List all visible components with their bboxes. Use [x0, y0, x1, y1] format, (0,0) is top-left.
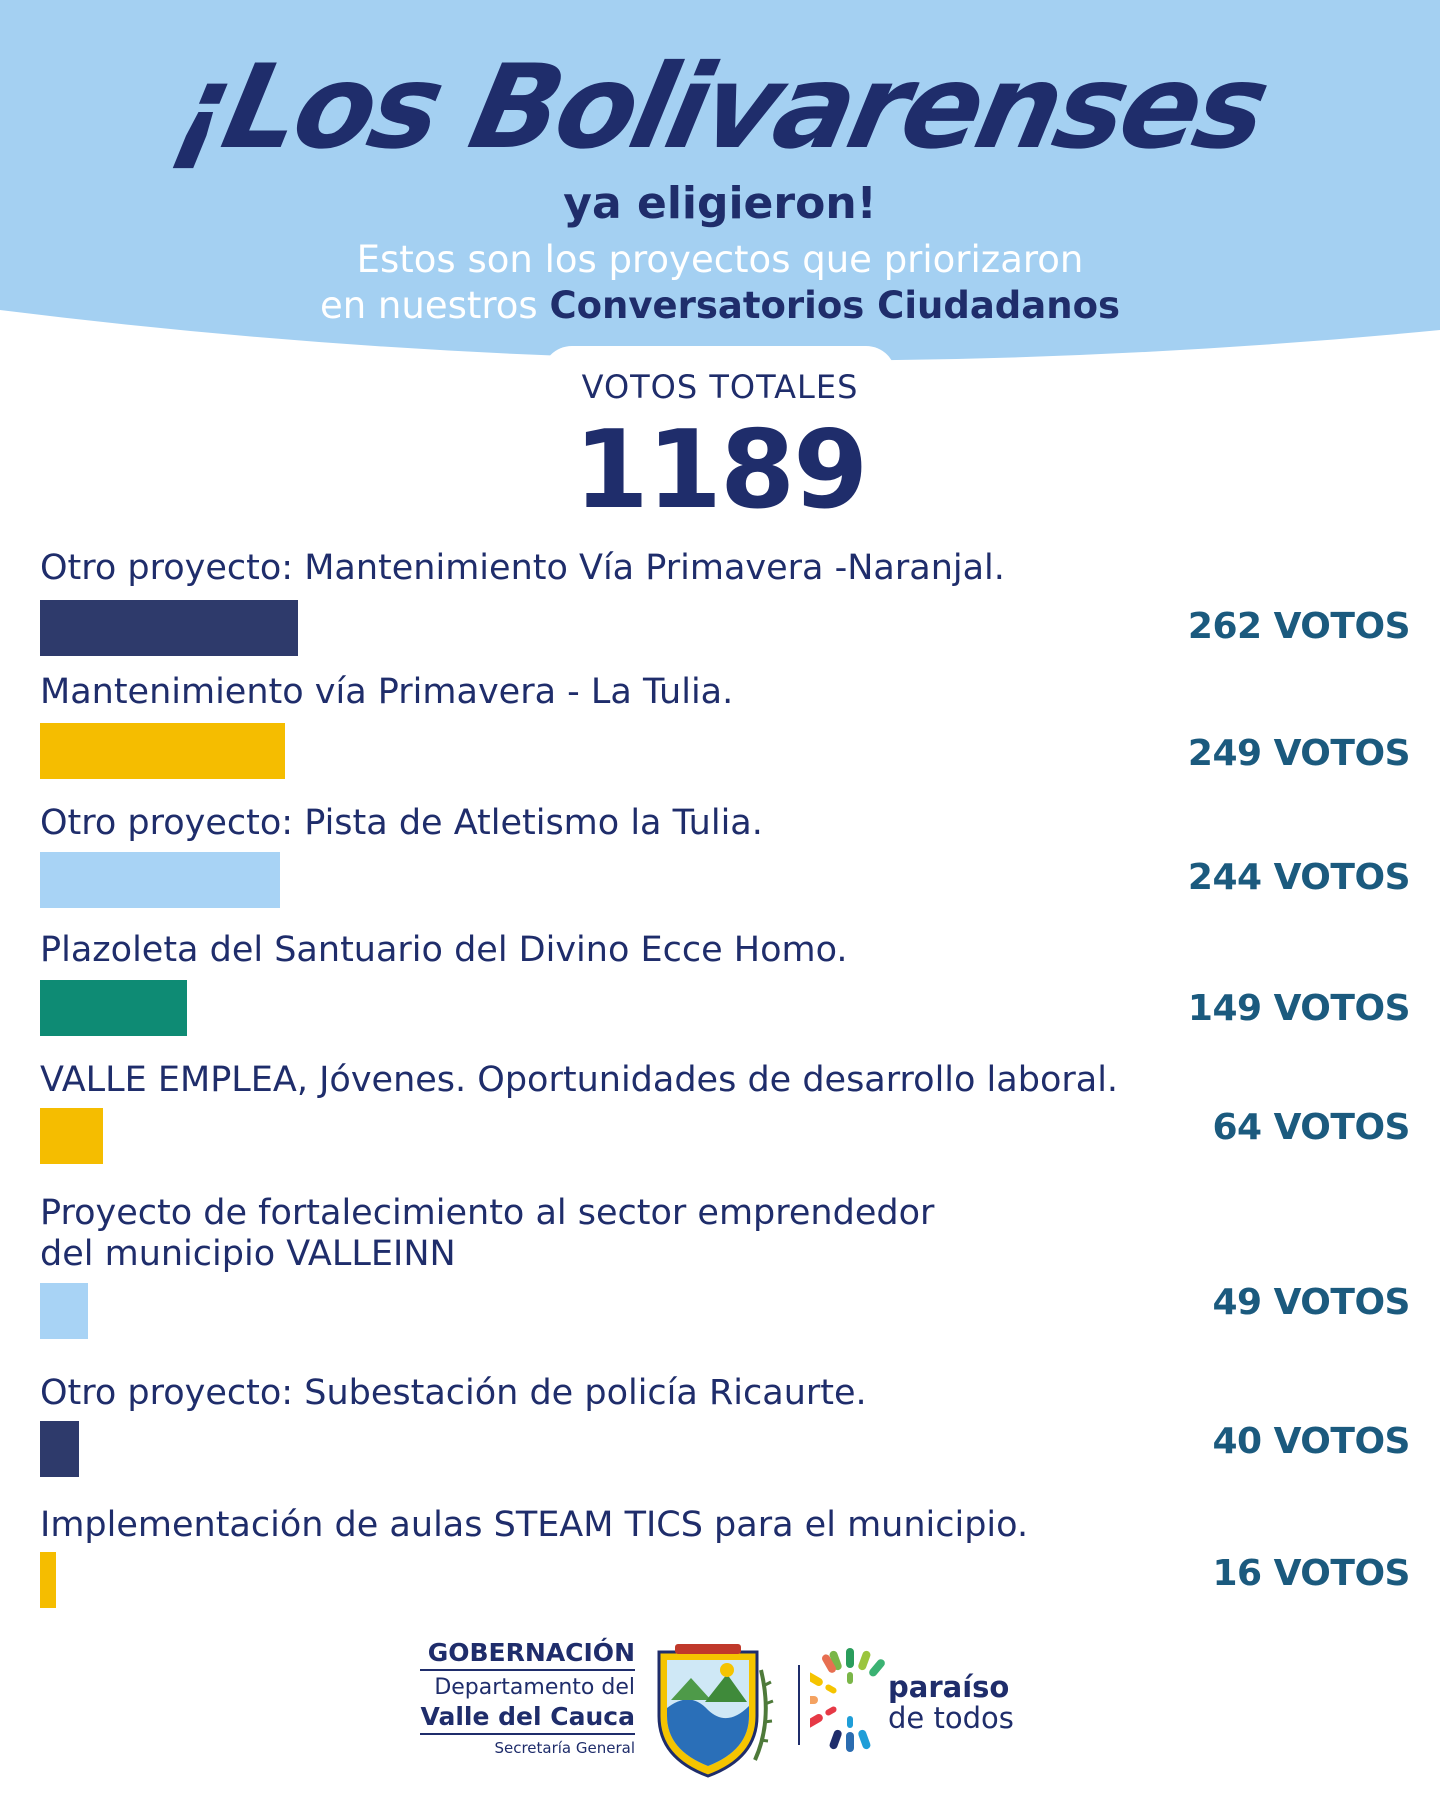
total-votes-value: 1189	[573, 408, 867, 533]
vote-bar-8	[40, 1552, 56, 1608]
vote-bar-5	[40, 1108, 103, 1164]
project-label-5: VALLE EMPLEA, Jóvenes. Oportunidades de desarrollo laboral.	[40, 1060, 1119, 1100]
vote-bar-6	[40, 1283, 88, 1339]
vote-bar-3	[40, 852, 280, 908]
main-title: ¡Los Bolivarenses	[163, 40, 1277, 175]
gobernacion-title: GOBERNACIÓN	[420, 1638, 635, 1671]
vote-count-3: 244 VOTOS	[1187, 857, 1410, 898]
project-label-3: Otro proyecto: Pista de Atletismo la Tulia.	[40, 803, 763, 843]
vote-bar-4	[40, 980, 187, 1036]
footer	[0, 1630, 1440, 1790]
coat-of-arms-icon	[645, 1630, 785, 1780]
vote-count-6: 49 VOTOS	[1212, 1282, 1410, 1323]
vote-bar-2	[40, 723, 285, 779]
paraiso-text: paraíso	[888, 1670, 1010, 1704]
intro-line-2-bold: Conversatorios Ciudadanos	[549, 284, 1121, 327]
gobernacion-valle: Valle del Cauca	[420, 1702, 635, 1735]
project-label-8: Implementación de aulas STEAM TICS para el municipio.	[40, 1505, 1029, 1545]
total-votes-label: VOTOS TOTALES	[581, 368, 859, 406]
vote-bar-7	[40, 1421, 79, 1477]
de-todos-text: de todos	[888, 1701, 1014, 1735]
vote-count-7: 40 VOTOS	[1212, 1421, 1410, 1462]
gobernacion-logo	[420, 1638, 635, 1757]
logo-divider	[798, 1665, 800, 1745]
vote-count-8: 16 VOTOS	[1212, 1553, 1410, 1594]
vote-bar-1	[40, 600, 298, 656]
vote-count-4: 149 VOTOS	[1187, 988, 1410, 1029]
vote-count-5: 64 VOTOS	[1212, 1107, 1410, 1148]
intro-line-1: Estos son los proyectos que priorizaron	[356, 238, 1084, 281]
subtitle: ya eligieron!	[563, 178, 877, 229]
vote-count-1: 262 VOTOS	[1187, 606, 1410, 647]
project-label-1: Otro proyecto: Mantenimiento Vía Primavera -Naranjal.	[40, 548, 1005, 588]
intro-line-2-prefix: en nuestros	[319, 284, 538, 327]
project-label-2: Mantenimiento vía Primavera - La Tulia.	[40, 672, 734, 712]
gobernacion-secretaria: Secretaría General	[494, 1739, 635, 1757]
project-label-4: Plazoleta del Santuario del Divino Ecce Homo.	[40, 930, 848, 970]
paraiso-de-todos-logo	[888, 1672, 1014, 1734]
project-label-7: Otro proyecto: Subestación de policía Ricaurte.	[40, 1373, 867, 1413]
gobernacion-department: Departamento del	[434, 1675, 635, 1700]
project-label-6: Proyecto de fortalecimiento al sector emprendedor del municipio VALLEINN	[40, 1193, 935, 1274]
vote-count-2: 249 VOTOS	[1187, 733, 1410, 774]
